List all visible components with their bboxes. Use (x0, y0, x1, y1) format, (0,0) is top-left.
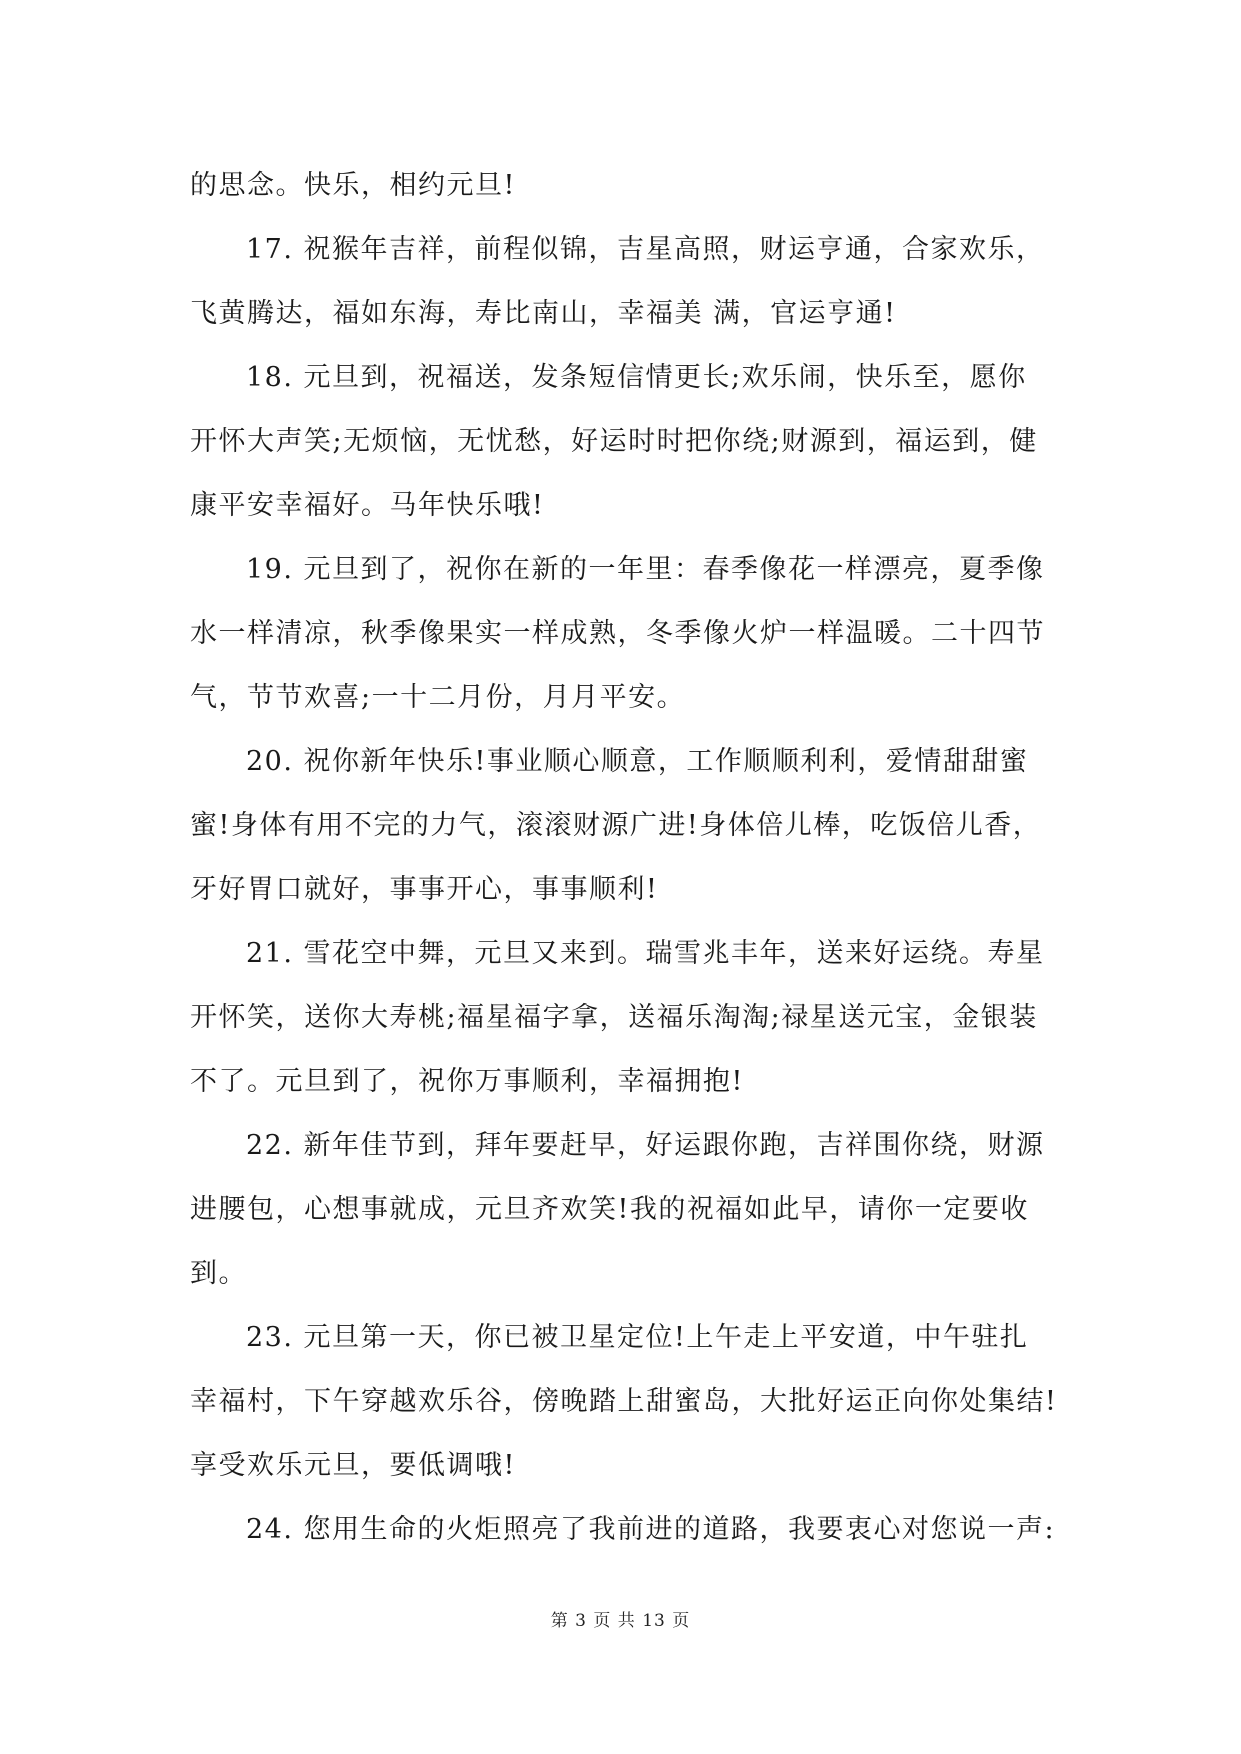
text-line: 开怀笑，送你大寿桃;福星福字拿，送福乐淘淘;禄星送元宝，金银装 (190, 1002, 1038, 1033)
text-line: 17. 祝猴年吉祥，前程似锦，吉星高照，财运亨通，合家欢乐， (246, 234, 1045, 265)
text-line: 20. 祝你新年快乐!事业顺心顺意，工作顺顺利利，爱情甜甜蜜 (246, 746, 1029, 777)
page-footer: 第 3 页 共 13 页 (550, 1611, 691, 1631)
text-line: 飞黄腾达，福如东海，寿比南山，幸福美 满，官运亨通! (190, 298, 897, 329)
text-line: 牙好胃口就好，事事开心，事事顺利! (190, 874, 659, 905)
text-line: 康平安幸福好。马年快乐哦! (190, 490, 545, 521)
text-line: 的思念。快乐，相约元旦! (190, 170, 516, 201)
text-line: 23. 元旦第一天，你已被卫星定位!上午走上平安道，中午驻扎 (246, 1322, 1029, 1353)
text-line: 开怀大声笑;无烦恼，无忧愁，好运时时把你绕;财源到，福运到，健 (190, 426, 1038, 457)
text-line: 18. 元旦到，祝福送，发条短信情更长;欢乐闹，快乐至，愿你 (246, 362, 1027, 393)
text-line: 不了。元旦到了，祝你万事顺利，幸福拥抱! (190, 1066, 744, 1097)
text-line: 幸福村，下午穿越欢乐谷，傍晚踏上甜蜜岛，大批好运正向你处集结! (190, 1386, 1058, 1417)
text-line: 享受欢乐元旦，要低调哦! (190, 1450, 516, 1481)
document-body (190, 154, 1058, 1562)
text-line: 水一样清凉，秋季像果实一样成熟，冬季像火炉一样温暖。二十四节 (190, 618, 1045, 649)
text-line: 进腰包，心想事就成，元旦齐欢笑!我的祝福如此早，请你一定要收 (190, 1194, 1029, 1225)
text-line: 24. 您用生命的火炬照亮了我前进的道路，我要衷心对您说一声: (246, 1514, 1056, 1545)
text-line: 蜜!身体有用不完的力气，滚滚财源广进!身体倍儿棒，吃饭倍儿香， (190, 810, 1042, 841)
text-line: 到。 (190, 1258, 247, 1289)
text-line: 22. 新年佳节到，拜年要赶早，好运跟你跑，吉祥围你绕，财源 (246, 1130, 1045, 1161)
text-line: 19. 元旦到了，祝你在新的一年里：春季像花一样漂亮，夏季像 (246, 554, 1045, 585)
text-line: 21. 雪花空中舞，元旦又来到。瑞雪兆丰年，送来好运绕。寿星 (246, 938, 1045, 969)
text-line: 气，节节欢喜;一十二月份，月月平安。 (190, 682, 686, 713)
